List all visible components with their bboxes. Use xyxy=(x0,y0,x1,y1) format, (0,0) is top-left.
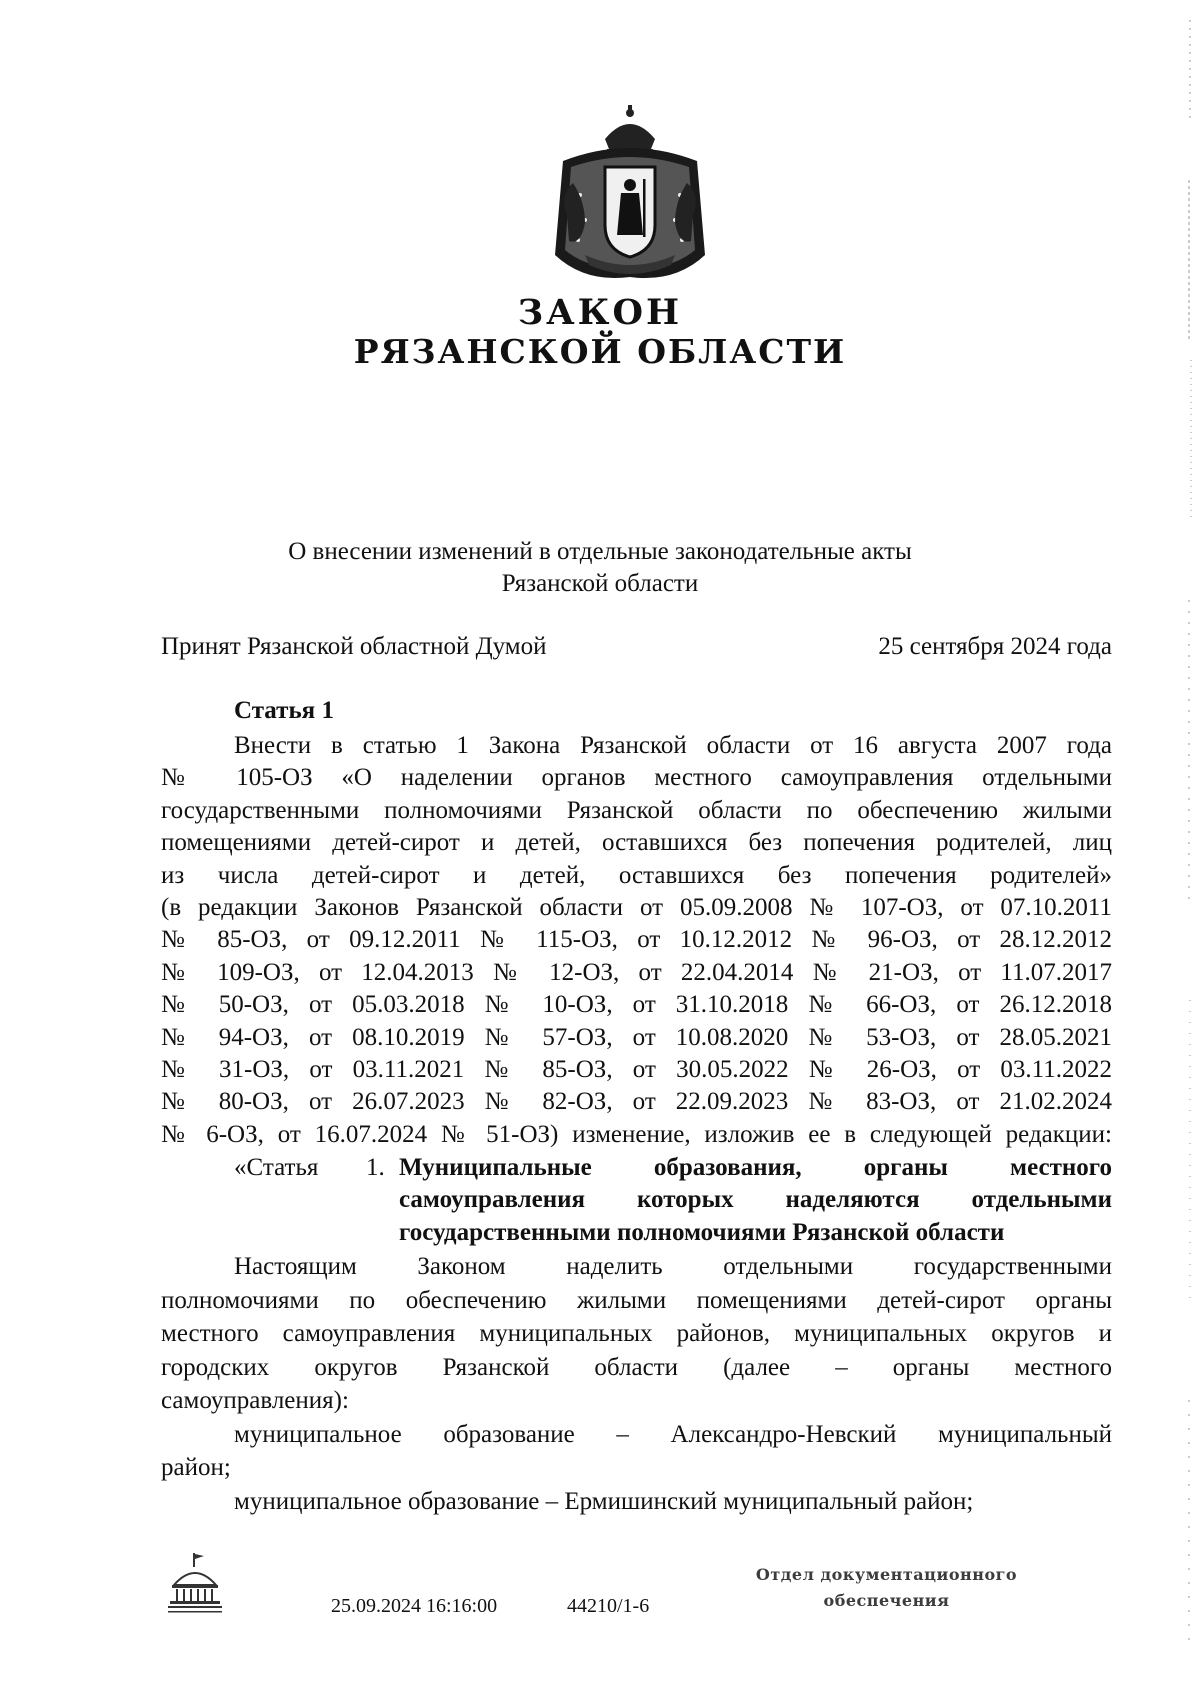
stamp-line: Отдел документационного xyxy=(755,1565,1018,1584)
text-line: помещениями детей-сирот и детей, оставшихся без попечения родителей, лиц xyxy=(161,829,1112,857)
text-line: № 94-ОЗ, от 08.10.2019 № 57-ОЗ, от 10.08.2020 № 53-ОЗ, от 28.05.2021 xyxy=(161,1023,1112,1051)
text-line: № 31-ОЗ, от 03.11.2021 № 85-ОЗ, от 30.05.2022 № 26-ОЗ, от 03.11.2022 xyxy=(161,1056,1112,1084)
text-line: муниципальное образование – Александро-Невский муниципальный xyxy=(234,1420,1112,1448)
text-line: городских округов Рязанской области (далее – органы местного xyxy=(161,1353,1112,1381)
text-line: № 85-ОЗ, от 09.12.2011 № 115-ОЗ, от 10.12.2012 № 96-ОЗ, от 28.12.2012 xyxy=(161,926,1112,954)
scan-edge-marks xyxy=(1184,0,1196,1695)
coat-of-arms-icon xyxy=(545,105,715,283)
text-line: Настоящим Законом наделить отдельными государственными xyxy=(234,1253,1112,1280)
text-line: из числа детей-сирот и детей, оставшихся без попечения родителей» xyxy=(161,861,1112,889)
law-subject xyxy=(0,536,1200,600)
text-line: № 80-ОЗ, от 26.07.2023 № 82-ОЗ, от 22.09.2023 № 83-ОЗ, от 21.02.2024 xyxy=(161,1088,1112,1116)
quoted-article-label xyxy=(234,1152,399,1184)
text-line: самоуправления): xyxy=(161,1387,349,1414)
text-line: полномочиями по обеспечению жилыми помещениями детей-сирот органы xyxy=(161,1286,1112,1314)
text-line: № 109-ОЗ, от 12.04.2013 № 12-ОЗ, от 22.04.2014 № 21-ОЗ, от 11.07.2017 xyxy=(161,958,1112,986)
duma-logo-icon xyxy=(166,1551,224,1615)
department-stamp xyxy=(744,1562,1029,1614)
text-line: № 6-ОЗ, от 16.07.2024 № 51-ОЗ) изменение, изложив ее в следующей редакции: xyxy=(161,1120,1112,1148)
text-line: (в редакции Законов Рязанской области от 05.09.2008 № 107-ОЗ, от 07.10.2011 xyxy=(161,894,1112,922)
title-line: государственными полномочиями Рязанской области xyxy=(399,1218,1005,1246)
footer-doc-number: 44210/1-6 xyxy=(567,1595,650,1617)
title-line: Муниципальные образования, органы местного xyxy=(399,1154,1112,1181)
stamp-line: обеспечения xyxy=(823,1591,950,1610)
quoted-article-word: «Статья xyxy=(234,1154,319,1181)
quoted-article-text xyxy=(161,1250,1112,1518)
law-region: РЯЗАНСКОЙ ОБЛАСТИ xyxy=(353,332,847,371)
text-line: государственными полномочиями Рязанской области по обеспечению жилыми xyxy=(161,796,1112,824)
law-title: ЗАКОН xyxy=(517,292,683,333)
text-line: район; xyxy=(161,1454,231,1481)
article-heading: Статья 1 xyxy=(234,697,334,724)
footer-timestamp: 25.09.2024 16:16:00 xyxy=(331,1595,498,1617)
article-1-text xyxy=(161,730,1112,1151)
subject-line: Рязанской области xyxy=(501,570,699,597)
quoted-article-title xyxy=(399,1152,1112,1249)
subject-line: О внесении изменений в отдельные законодательные акты xyxy=(288,538,912,565)
title-line: самоуправления которых наделяются отдельными xyxy=(399,1186,1112,1214)
adoption-date: 25 сентября 2024 года xyxy=(878,633,1112,660)
text-line: № 50-ОЗ, от 05.03.2018 № 10-ОЗ, от 31.10.2018 № 66-ОЗ, от 26.12.2018 xyxy=(161,991,1112,1019)
text-line: Внести в статью 1 Закона Рязанской области от 16 августа 2007 года xyxy=(234,732,1112,759)
text-line: муниципальное образование – Ермишинский муниципальный район; xyxy=(234,1487,974,1515)
text-line: № 105-ОЗ «О наделении органов местного самоуправления отдельными xyxy=(161,764,1112,792)
quoted-article-number: 1. xyxy=(366,1154,385,1181)
adopted-by: Принят Рязанской областной Думой xyxy=(161,633,547,660)
text-line: местного самоуправления муниципальных районов, муниципальных округов и xyxy=(161,1320,1112,1347)
